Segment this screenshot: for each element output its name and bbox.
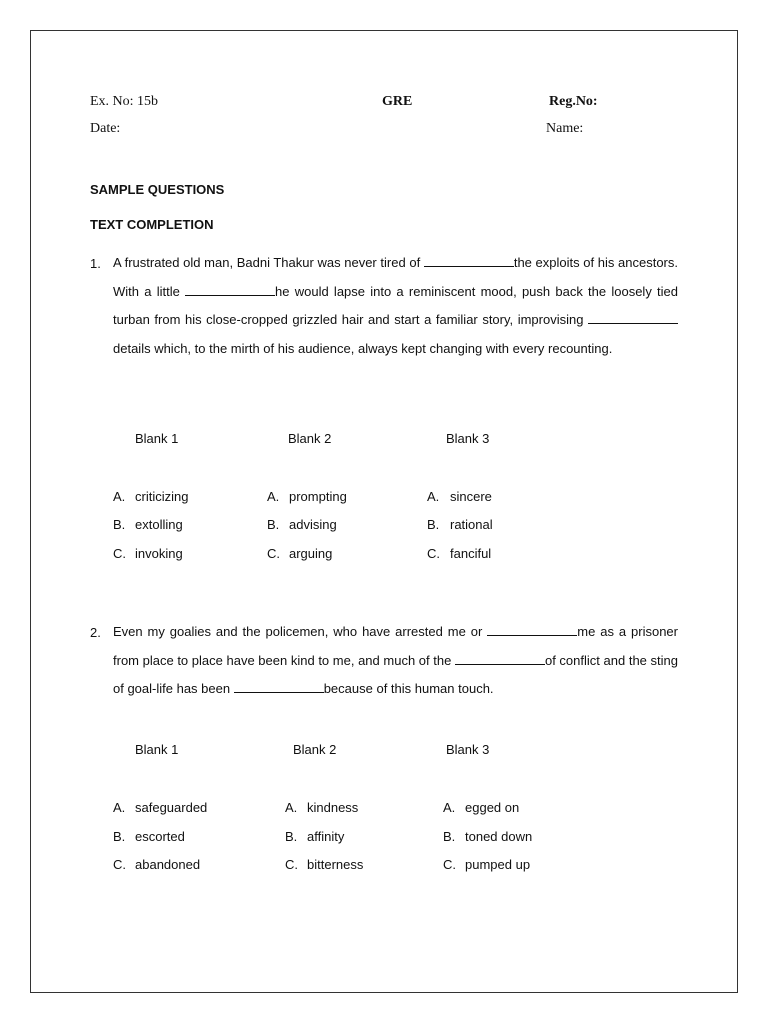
q2-b1-option-letter: C. bbox=[113, 857, 126, 872]
q1-b1-option-c[interactable]: invoking bbox=[135, 546, 183, 561]
q1-b3-option-c[interactable]: fanciful bbox=[450, 546, 492, 561]
section-subtitle: TEXT COMPLETION bbox=[90, 217, 214, 232]
q1-blank2-header: Blank 2 bbox=[288, 431, 332, 446]
q1-b3-option-letter: B. bbox=[427, 517, 440, 532]
q2-b3-option-a[interactable]: egged on bbox=[465, 800, 520, 815]
reg-no-label: Reg.No: bbox=[549, 94, 598, 109]
q2-b1-option-c[interactable]: abandoned bbox=[135, 857, 201, 872]
q2-b2-option-letter: A. bbox=[285, 800, 298, 815]
q1-b1-option-letter: B. bbox=[113, 517, 126, 532]
q2-b1-option-letter: A. bbox=[113, 800, 126, 815]
section-title: SAMPLE QUESTIONS bbox=[90, 182, 225, 197]
answer-blank-2 bbox=[455, 653, 545, 665]
q2-b3-option-b[interactable]: toned down bbox=[465, 829, 533, 844]
q1-b3-option-b[interactable]: rational bbox=[450, 517, 493, 532]
q2-blank2-header: Blank 2 bbox=[293, 742, 337, 757]
q1-blank3-header: Blank 3 bbox=[446, 431, 490, 446]
q2-b2-option-a[interactable]: kindness bbox=[307, 800, 359, 815]
q2-b2-option-b[interactable]: affinity bbox=[307, 829, 345, 844]
question-2-number: 2. bbox=[90, 625, 101, 640]
q1-b2-option-letter: A. bbox=[267, 489, 280, 504]
q2-b1-option-b[interactable]: escorted bbox=[135, 829, 185, 844]
q2-blank1-header: Blank 1 bbox=[135, 742, 179, 757]
answer-blank-2 bbox=[185, 284, 275, 296]
q1-b3-option-a[interactable]: sincere bbox=[450, 489, 492, 504]
answer-blank-3 bbox=[234, 681, 324, 693]
question-2-text: Even my goalies and the policemen, who have arrested me or me as a prisoner from place to place have been kind to me, and much of the of conflict and the sting of goal-life has been because of this human touch. bbox=[113, 624, 678, 696]
answer-blank-1 bbox=[487, 624, 577, 636]
answer-blank-1 bbox=[424, 255, 514, 267]
question-1-number: 1. bbox=[90, 256, 101, 271]
answer-blank-3 bbox=[588, 312, 678, 324]
exercise-number: Ex. No: 15b bbox=[90, 94, 159, 109]
q1-b2-option-letter: C. bbox=[267, 546, 280, 561]
q2-b2-option-letter: B. bbox=[285, 829, 298, 844]
page-border bbox=[30, 30, 738, 993]
question-1-text: A frustrated old man, Badni Thakur was never tired of the exploits of his ancestors. With a little he would lapse into a reminiscent mood, push back the loosely tied turban from his close-cropped grizzled hair and start a familiar story, improvising details which, to the mirth of his audience, always kept changing with every recounting. bbox=[113, 255, 679, 356]
q1-b3-option-letter: C. bbox=[427, 546, 440, 561]
date-label: Date: bbox=[90, 121, 121, 136]
name-label: Name: bbox=[546, 121, 584, 136]
q2-b2-option-letter: C. bbox=[285, 857, 298, 872]
q2-b3-option-letter: A. bbox=[443, 800, 456, 815]
q2-b3-option-letter: C. bbox=[443, 857, 456, 872]
q2-b3-option-letter: B. bbox=[443, 829, 456, 844]
q1-b2-option-a[interactable]: prompting bbox=[289, 489, 347, 504]
q1-b3-option-letter: A. bbox=[427, 489, 440, 504]
q1-b2-option-b[interactable]: advising bbox=[289, 517, 337, 532]
q1-blank1-header: Blank 1 bbox=[135, 431, 179, 446]
q2-b2-option-c[interactable]: bitterness bbox=[307, 857, 364, 872]
q1-b1-option-letter: A. bbox=[113, 489, 126, 504]
q1-b1-option-letter: C. bbox=[113, 546, 126, 561]
q1-b1-option-a[interactable]: criticizing bbox=[135, 489, 189, 504]
q2-b1-option-a[interactable]: safeguarded bbox=[135, 800, 208, 815]
q1-b2-option-letter: B. bbox=[267, 517, 280, 532]
q2-b1-option-letter: B. bbox=[113, 829, 126, 844]
q1-b2-option-c[interactable]: arguing bbox=[289, 546, 333, 561]
subject-title: GRE bbox=[382, 94, 413, 109]
q2-b3-option-c[interactable]: pumped up bbox=[465, 857, 531, 872]
q2-blank3-header: Blank 3 bbox=[446, 742, 490, 757]
q1-b1-option-b[interactable]: extolling bbox=[135, 517, 183, 532]
